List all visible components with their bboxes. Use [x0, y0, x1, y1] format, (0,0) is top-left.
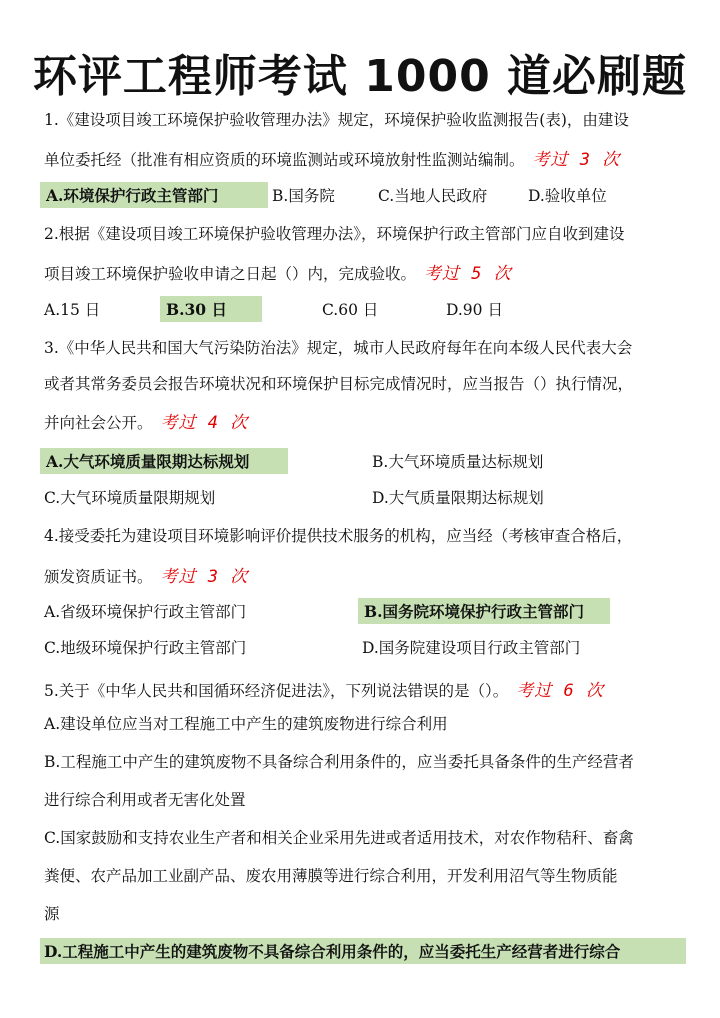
- q5-option-c-line1: C.国家鼓励和支持农业生产者和相关企业采用先进或者适用技术，对农作物秸秆、畜禽: [44, 829, 634, 847]
- q1-option-c: C.当地人民政府: [378, 187, 488, 205]
- q1-text: 单位委托经（批准有相应资质的环境监测站或环境放射性监测站编制。: [44, 151, 525, 169]
- q2-exam-count-note: 考过 5 次: [424, 264, 512, 284]
- q4-text-line2: [44, 562, 248, 587]
- q4-text-line1: 4.接受委托为建设项目环境影响评价提供技术服务的机构，应当经（考核审查合格后，: [44, 527, 633, 545]
- q1-option-a-answer: A.环境保护行政主管部门: [40, 182, 268, 208]
- q5-option-c-line2: 粪便、农产品加工业副产品、废农用薄膜等进行综合利用，开发利用沼气等生物质能: [44, 867, 618, 885]
- q5-option-c-line3: 源: [44, 905, 60, 923]
- q3-text: 并向社会公开。: [44, 414, 153, 432]
- q2-text: 项目竣工环境保护验收申请之日起（）内，完成验收。: [44, 265, 417, 283]
- q3-option-d: D.大气质量限期达标规划: [372, 489, 544, 507]
- q4-option-b-answer: B.国务院环境保护行政主管部门: [358, 598, 610, 624]
- q2-text-line2: [44, 259, 512, 284]
- q5-text: 5.关于《中华人民共和国循环经济促进法》，下列说法错误的是（）。: [44, 682, 509, 700]
- q3-option-a-answer: A.大气环境质量限期达标规划: [40, 448, 288, 474]
- q5-option-b-line1: B.工程施工中产生的建筑废物不具备综合利用条件的，应当委托具备条件的生产经营者: [44, 753, 634, 771]
- q2-option-a: A.15 日: [44, 301, 101, 319]
- q1-option-b: B.国务院: [272, 187, 335, 205]
- q3-option-b: B.大气环境质量达标规划: [372, 453, 544, 471]
- q3-text-line2: 或者其常务委员会报告环境状况和环境保护目标完成情况时，应当报告（）执行情况，: [44, 375, 634, 393]
- q4-option-d: D.国务院建设项目行政主管部门: [362, 639, 581, 657]
- q2-option-b-answer: B.30 日: [160, 296, 262, 322]
- q2-text-line1: 2.根据《建设项目竣工环境保护验收管理办法》，环境保护行政主管部门应自收到建设: [44, 225, 625, 243]
- q5-option-a: A.建设单位应当对工程施工中产生的建筑废物进行综合利用: [44, 715, 448, 733]
- q5-exam-count-note: 考过 6 次: [516, 681, 605, 701]
- q1-text-line2: [44, 145, 620, 170]
- q1-text-line1: 1.《建设项目竣工环境保护验收管理办法》规定，环境保护验收监测报告(表)，由建设: [44, 111, 629, 129]
- q3-text-line1: 3.《中华人民共和国大气污染防治法》规定，城市人民政府每年在向本级人民代表大会: [44, 339, 633, 357]
- page-title: 环评工程师考试 1000 道必刷题: [32, 51, 688, 102]
- q3-text-line3: [44, 408, 248, 433]
- q3-exam-count-note: 考过 4 次: [160, 413, 249, 433]
- q4-text: 颁发资质证书。: [44, 568, 153, 586]
- q5-option-d-answer: D.工程施工中产生的建筑废物不具备综合利用条件的，应当委托生产经营者进行综合: [40, 938, 686, 964]
- q4-exam-count-note: 考过 3 次: [160, 567, 249, 587]
- q2-option-c: C.60 日: [322, 301, 379, 319]
- q2-option-d: D.90 日: [446, 301, 503, 319]
- q4-option-a: A.省级环境保护行政主管部门: [44, 603, 247, 621]
- q3-option-c: C.大气环境质量限期规划: [44, 489, 216, 507]
- q5-text-line1: [44, 676, 604, 701]
- q1-option-d: D.验收单位: [528, 187, 607, 205]
- q5-option-b-line2: 进行综合利用或者无害化处置: [44, 791, 246, 809]
- q4-option-c: C.地级环境保护行政主管部门: [44, 639, 247, 657]
- q1-exam-count-note: 考过 3 次: [532, 150, 621, 170]
